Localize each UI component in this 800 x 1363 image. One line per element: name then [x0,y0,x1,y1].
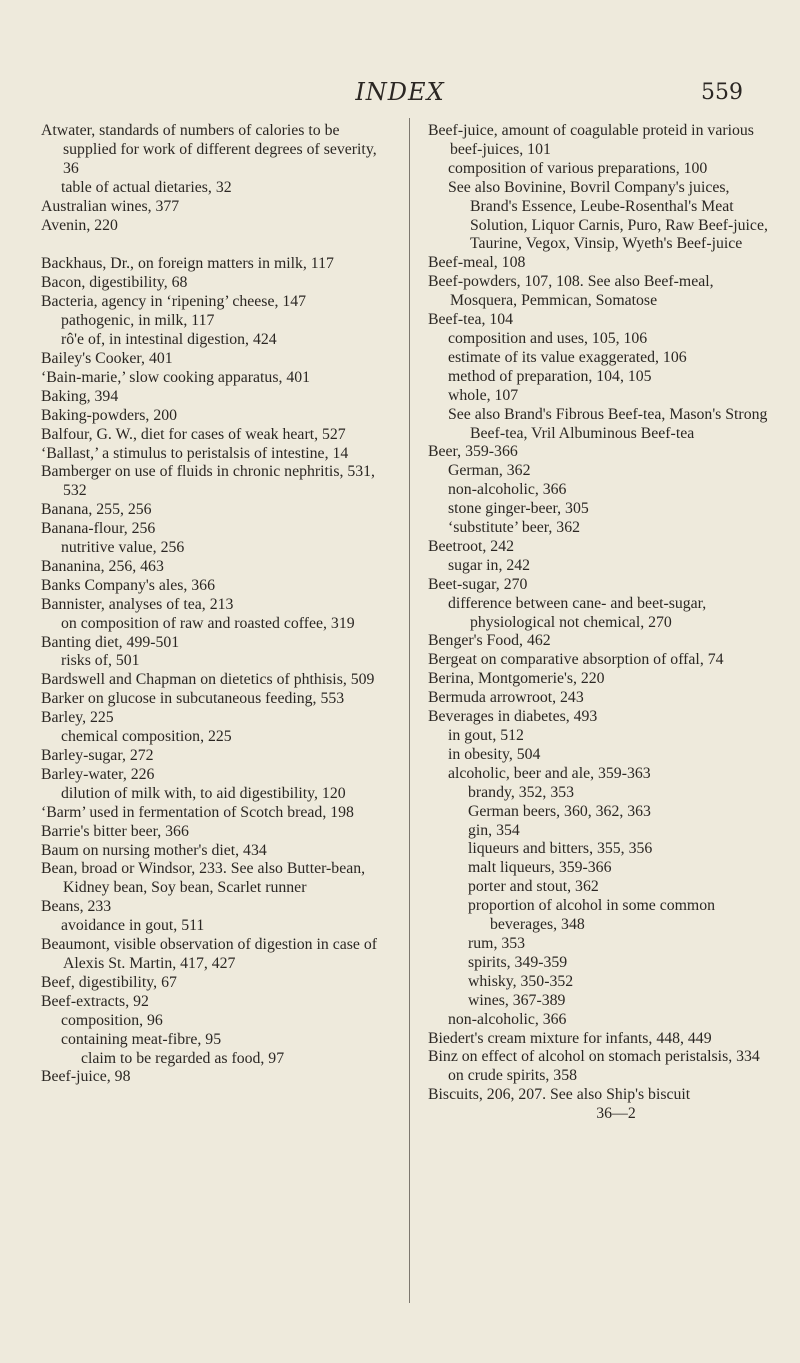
index-subentry: nutritive value, 256 [61,539,185,557]
index-subentry: brandy, 352, 353 [468,783,575,801]
index-subentry: dilution of milk with, to aid digestibility, 120 [61,784,346,802]
index-subentry: stone ginger-beer, 305 [448,500,589,518]
index-entry: Beef-meal, 108 [428,254,526,272]
index-subentry: containing meat-fibre, 95 [61,1030,222,1048]
index-entry: Bailey's Cooker, 401 [41,349,173,367]
index-entry: ‘Bain-marie,’ slow cooking apparatus, 401 [41,368,311,386]
index-subentry: sugar in, 242 [448,556,531,574]
index-entry: Bacon, digestibility, 68 [41,274,188,292]
index-entry: Banana, 255, 256 [41,501,152,519]
index-subentry: ‘substitute’ beer, 362 [448,519,580,537]
index-entry: Bean, broad or Windsor, 233. See also Butter-bean, Kidney bean, Soy bean, Scarlet runner [41,860,366,897]
index-entry: Australian wines, 377 [41,197,180,215]
index-entry: Bermuda arrowroot, 243 [428,689,584,707]
index-entry: Beetroot, 242 [428,537,514,555]
index-subentry: in gout, 512 [448,727,524,744]
index-subentry: composition, 96 [61,1011,163,1029]
index-entry: Backhaus, Dr., on foreign matters in milk, 117 [41,255,334,273]
index-entry: Beverages in diabetes, 493 [428,708,598,726]
index-entry: Beans, 233 [41,898,112,916]
index-subentry: claim to be regarded as food, 97 [81,1049,285,1067]
index-entry: Baking-powders, 200 [41,406,178,424]
index-entry: Biscuits, 206, 207. See also Ship's biscuit [428,1086,691,1104]
page-header [0,78,800,108]
index-subentry: table of actual dietaries, 32 [61,178,232,196]
page-number: 559 [701,80,743,105]
index-entry: Beef-juice, 98 [41,1068,131,1086]
index-subentry: German, 362 [448,462,531,480]
index-entry: Beef-juice, amount of coagulable proteid in various beef-juices, 101 [428,122,754,158]
index-entry: Barley-sugar, 272 [41,747,154,764]
index-entry: Baking, 394 [41,387,119,405]
index-subentry: risks of, 501 [61,652,140,670]
index-entry: Beer, 359-366 [428,443,518,461]
index-entry: Beef-tea, 104 [428,311,514,329]
page-title: INDEX [355,78,445,106]
index-entry: ‘Ballast,’ a stimulus to peristalsis of intestine, 14 [41,444,349,462]
index-subentry: chemical composition, 225 [61,728,232,746]
index-entry: Banana-flour, 256 [41,520,156,538]
index-subentry: rô'e of, in intestinal digestion, 424 [61,331,277,349]
index-entry: Berina, Montgomerie's, 220 [428,670,605,688]
index-subentry: wines, 367-389 [468,991,566,1009]
index-subentry: whole, 107 [448,386,519,404]
index-entry: Beef, digestibility, 67 [41,973,177,991]
index-entry: Bardswell and Chapman on dietetics of phthisis, 509 [41,671,375,689]
index-entry: Beet-sugar, 270 [428,575,528,593]
index-entry: Benger's Food, 462 [428,632,551,650]
index-subentry: composition of various preparations, 100 [448,159,708,177]
column-divider [409,118,410,1303]
index-entry: Barrie's bitter beer, 366 [41,822,189,840]
index-subentry: German beers, 360, 362, 363 [468,802,651,820]
index-subentry: See also Bovinine, Bovril Company's juices, Brand's Essence, Leube-Rosenthal's Meat Solution, Liquor Carnis, Puro, Raw Beef-juice, Taurine, Vegox, Vinsip, Wyeth's Beef-juice [448,178,768,253]
index-subentry: avoidance in gout, 511 [61,917,205,935]
index-entry: Bannister, analyses of tea, 213 [41,595,234,613]
index-subentry: estimate of its value exaggerated, 106 [448,348,687,366]
index-entry: Atwater, standards of numbers of calories to be supplied for work of different degrees of severity, 36 [41,122,377,177]
index-entry: Beaumont, visible observation of digestion in case of Alexis St. Martin, 417, 427 [41,936,378,972]
index-subentry: whisky, 350-352 [468,972,574,990]
index-entry: Avenin, 220 [41,216,118,234]
index-subentry: alcoholic, beer and ale, 359-363 [448,764,651,782]
index-subentry: proportion of alcohol in some common beverages, 348 [468,897,716,934]
index-subentry: method of preparation, 104, 105 [448,367,652,385]
signature-mark: 36—2 [596,1105,636,1123]
index-entry: Bananina, 256, 463 [41,557,164,575]
index-subentry: gin, 354 [468,821,520,839]
index-entry: Beef-extracts, 92 [41,992,149,1010]
index-entry: Biedert's cream mixture for infants, 448, 449 [428,1029,712,1047]
index-subentry: in obesity, 504 [448,745,541,763]
index-entry: Balfour, G. W., diet for cases of weak heart, 527 [41,425,346,443]
index-subentry: on composition of raw and roasted coffee, 319 [61,614,355,632]
index-subentry: on crude spirits, 358 [448,1067,577,1085]
index-entry: Bamberger on use of fluids in chronic nephritis, 531, 532 [41,463,376,500]
index-subentry: rum, 353 [468,934,526,952]
index-subentry: pathogenic, in milk, 117 [61,312,215,330]
index-subentry: See also Brand's Fibrous Beef-tea, Mason's Strong Beef-tea, Vril Albuminous Beef-tea [448,405,768,442]
index-entry: Binz on effect of alcohol on stomach peristalsis, 334 [428,1048,760,1066]
index-subentry: non-alcoholic, 366 [448,481,567,499]
index-subentry: porter and stout, 362 [468,878,599,896]
entry-gap [41,235,389,255]
index-entry: Banks Company's ales, 366 [41,576,215,594]
index-subentry: spirits, 349-359 [468,953,568,971]
index-entry: ‘Barm’ used in fermentation of Scotch bread, 198 [41,803,354,821]
index-subentry: difference between cane- and beet-sugar, physiological not chemical, 270 [448,594,707,631]
index-subentry: non-alcoholic, 366 [448,1010,567,1028]
index-column-right [428,122,774,1124]
index-entry: Beef-powders, 107, 108. See also Beef-meal, Mosquera, Pemmican, Somatose [428,273,714,310]
index-subentry: malt liqueurs, 359-366 [468,859,612,877]
index-entry: Baum on nursing mother's diet, 434 [41,841,267,859]
index-column-left [41,122,389,1087]
index-entry: Banting diet, 499-501 [41,633,180,651]
index-subentry: liqueurs and bitters, 355, 356 [468,840,653,858]
index-entry: Barker on glucose in subcutaneous feeding, 553 [41,690,345,708]
index-entry: Barley, 225 [41,709,114,727]
index-subentry: composition and uses, 105, 106 [448,329,648,347]
index-entry: Bacteria, agency in ‘ripening’ cheese, 147 [41,293,307,311]
index-entry: Barley-water, 226 [41,765,155,783]
index-entry: Bergeat on comparative absorption of offal, 74 [428,651,724,669]
